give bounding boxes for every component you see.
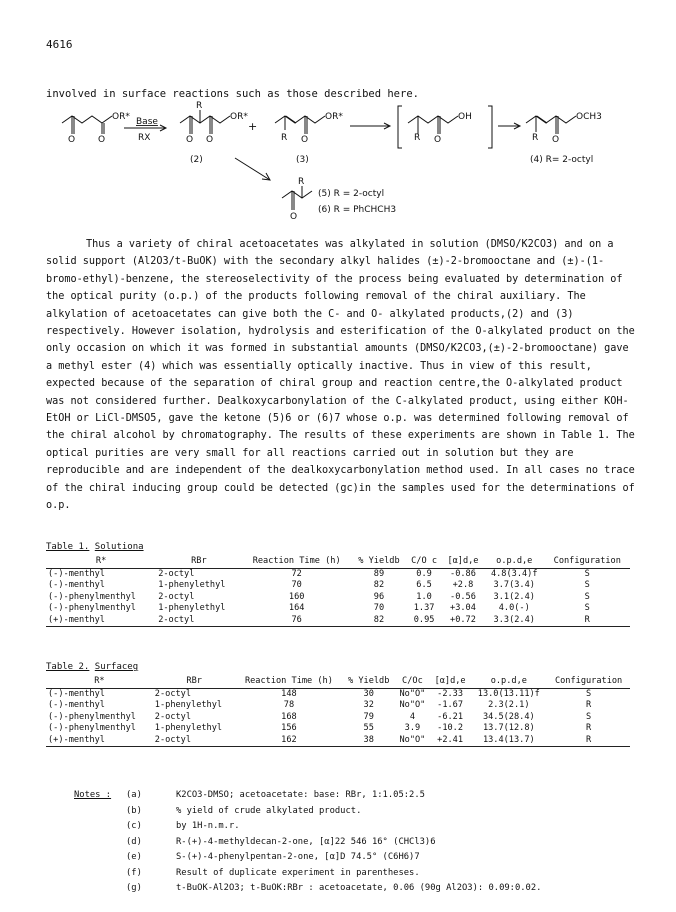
svg-text:R: R: [414, 133, 421, 143]
table-cell: S: [584, 591, 590, 602]
table-cell: 4.0(-): [498, 603, 530, 613]
scheme-base-label: Base: [136, 117, 158, 127]
note-text: Result of duplicate experiment in parentheses.: [176, 867, 420, 878]
svg-text:OR*: OR*: [112, 112, 130, 122]
table-cell: 148: [281, 688, 297, 699]
svg-text:R: R: [281, 133, 288, 143]
table-cell: 1.37: [413, 603, 435, 613]
table-cell: (+)-menthyl: [46, 615, 156, 627]
svg-text:R: R: [298, 177, 305, 187]
table-cell: 96: [373, 591, 385, 602]
svg-text:O: O: [290, 212, 298, 222]
table1-caption-title: Solutiona: [94, 542, 144, 552]
note-tag: (d): [126, 836, 142, 847]
table-cell: 76: [242, 615, 352, 627]
table-cell: 3.9: [404, 723, 421, 733]
table-cell: +3.04: [450, 603, 476, 613]
scheme-rx-label: RX: [138, 133, 151, 143]
table-cell: 2.3(2.1): [488, 700, 530, 710]
table-cell: 70: [291, 580, 302, 590]
table-cell: -0.56: [450, 591, 476, 602]
table-cell: 82: [352, 615, 406, 627]
table2-header: o.p.d,e: [470, 676, 547, 688]
table2-header: [α]d,e: [430, 676, 471, 688]
table-cell: S: [584, 603, 590, 613]
svg-text:OH: OH: [458, 112, 472, 122]
note-text: K2CO3-DMSO; acetoacetate: base: RBr, 1:1.05:2.5: [176, 790, 425, 800]
table-cell: 32: [363, 700, 374, 710]
table1: [46, 556, 630, 627]
table2-header: C/Oc: [395, 676, 430, 688]
table-cell: 1.0: [416, 591, 432, 602]
scheme-label-3: (3): [296, 155, 309, 165]
table1-header: R*: [46, 556, 156, 568]
table-cell: 162: [236, 735, 343, 747]
table-cell: 168: [281, 711, 297, 722]
table2-caption-title: Surfaceg: [94, 662, 139, 672]
table-cell: S: [586, 711, 592, 722]
paragraph-text: Thus a variety of chiral acetoacetates was alkylated in solution (DMSO/K2CO3) and on a solid support (Al2O3/t-BuOK) with the secondary alkyl halides (±)-2-bromooctane and (±)-(1-bromo-ethyl)-benzene, the stereoselectivity of the process being evaluated by determination of the optical purity (o.p.) of the products following removal of the chiral auxiliary. The alkylation of acetoacetates can give both the C- and O- alkylated products,(2) and (3) respectively. However isolation, hydrolysis and esterification of the O-alkylated product on the only occasion on which it was formed in substantial amounts (DMSO/K2CO3,(±)-2-bromooctane) gave a methyl ester (4) which was essentially optically inactive. Thus in view of this result, expected because of the separation of chiral group and reaction centre,the O-alkylated product was not considered further. Dealkoxycarbonylation of the C-alkylated product, using either KOH-EtOH or LiCl-DMSO5, gave the ketone (5)6 or (6)7 whose o.p. was determined following removal of the chiral alcohol by chromatography. The results of these experiments are shown in Table 1. The optical purities are very small for all reactions carried out in solution but they are reproducible and are independent of the dealkoxycarbonylation method used. In all cases no trace of the chiral inducing group could be detected (gc)in the samples used for the determinations of o.p.: [46, 239, 635, 512]
table1-header: o.p.d,e: [484, 556, 545, 568]
table-cell: -6.21: [437, 711, 464, 722]
table-cell: S: [584, 580, 590, 590]
table1-header: RBr: [156, 556, 241, 568]
table-row: [46, 615, 630, 627]
table2-header: RBr: [153, 676, 236, 688]
note-tag: (e): [126, 852, 142, 862]
note-tag: (c): [126, 821, 142, 831]
table-cell: -10.2: [437, 723, 464, 733]
table-cell: -1.67: [437, 700, 464, 710]
table2: [46, 676, 630, 747]
intro-line: involved in surface reactions such as those described here.: [46, 88, 419, 100]
svg-text:O: O: [68, 135, 76, 145]
table-row: [46, 603, 630, 615]
table-cell: R: [586, 723, 592, 733]
table1-header: % Yieldb: [352, 556, 406, 568]
table-cell: R: [547, 735, 630, 747]
table-cell: 13.7(12.8): [482, 723, 535, 733]
table-cell: R: [586, 700, 592, 710]
svg-text:O: O: [434, 135, 442, 145]
table-cell: (-)-phenylmenthyl: [48, 711, 136, 722]
table2-header: % Yieldb: [342, 676, 395, 688]
table-cell: (-)-menthyl: [48, 700, 105, 710]
note-tag: (a): [126, 790, 142, 800]
note-text: t-BuOK-Al2O3; t-BuOK:RBr : acetoacetate, 0.06 (90g Al2O3): 0.09:0.02.: [176, 883, 542, 893]
table-cell: 13.0(13.11)f: [477, 688, 540, 699]
scheme-label-5: (5) R = 2-octyl: [318, 189, 385, 199]
scheme-label-4: (4) R= 2-octyl: [530, 155, 594, 165]
table1-caption: [46, 542, 144, 552]
table-cell: -2.33: [437, 688, 464, 699]
note-text: S-(+)-4-phenylpentan-2-one, [α]D 74.5° (C6H6)7: [176, 852, 420, 862]
table-cell: 2-octyl: [154, 688, 192, 699]
table-cell: S: [586, 688, 592, 699]
table-cell: 6.5: [416, 580, 432, 590]
table-row: [46, 592, 630, 604]
table-cell: 1-phenylethyl: [158, 603, 226, 613]
table-cell: +2.8: [452, 580, 474, 590]
table2-caption: [46, 662, 138, 672]
table-cell: (-)-phenylmenthyl: [48, 591, 136, 602]
table-cell: (-)-menthyl: [48, 568, 105, 579]
table-cell: (-)-menthyl: [48, 580, 105, 590]
table-cell: +0.72: [442, 615, 484, 627]
table-row: [46, 580, 630, 592]
table-cell: 78: [283, 700, 295, 710]
table-cell: 4.8(3.4)f: [490, 568, 538, 579]
note-text: % yield of crude alkylated product.: [176, 805, 362, 816]
table-cell: 2-octyl: [154, 711, 192, 722]
table-row: [46, 712, 630, 724]
svg-text:O: O: [98, 135, 106, 145]
table-cell: 79: [363, 711, 374, 722]
svg-text:+: +: [248, 120, 258, 133]
table1-caption-label: Table 1.: [46, 542, 90, 552]
table1-header: Reaction Time (h): [242, 556, 352, 568]
notes-section: [74, 788, 541, 897]
table-row: [46, 723, 630, 735]
table-cell: 3.7(3.4): [493, 580, 535, 590]
scheme-label-2: (2): [190, 155, 203, 165]
table-row: [46, 568, 630, 580]
table-cell: 30: [363, 688, 374, 699]
svg-text:O: O: [301, 135, 309, 145]
svg-text:R: R: [196, 101, 203, 111]
note-tag: (f): [126, 867, 142, 878]
table-cell: 55: [363, 723, 374, 733]
table-cell: 38: [342, 735, 395, 747]
table-cell: 0.9: [416, 568, 432, 579]
table-cell: (-)-phenylmenthyl: [48, 603, 136, 613]
table-cell: No"O": [395, 735, 430, 747]
table-cell: 1-phenylethyl: [154, 723, 223, 733]
table-cell: 1-phenylethyl: [154, 700, 223, 710]
svg-text:O: O: [186, 135, 194, 145]
table-cell: 2-octyl: [156, 615, 241, 627]
svg-text:R: R: [532, 133, 539, 143]
svg-text:OR*: OR*: [230, 112, 248, 122]
table-cell: 164: [288, 603, 305, 613]
table-cell: R: [545, 615, 630, 627]
reaction-scheme: [60, 98, 620, 228]
svg-text:O: O: [552, 135, 560, 145]
table-row: [46, 735, 630, 747]
table-cell: -0.86: [450, 568, 476, 579]
svg-text:O: O: [206, 135, 214, 145]
table-cell: 4: [409, 711, 415, 722]
table-row: [46, 688, 630, 700]
table-cell: 70: [373, 603, 385, 613]
svg-text:OCH3: OCH3: [576, 112, 602, 122]
note-tag: (b): [126, 805, 142, 816]
page-number: 4616: [46, 38, 73, 51]
table1-header: Configuration: [545, 556, 630, 568]
table-cell: (+)-menthyl: [46, 735, 153, 747]
table-cell: 1-phenylethyl: [158, 580, 226, 590]
note-text: by 1H-n.m.r.: [176, 821, 240, 831]
table-cell: 72: [291, 568, 302, 579]
table-cell: S: [584, 568, 590, 579]
table-cell: 3.3(2.4): [484, 615, 545, 627]
scheme-label-6: (6) R = PhCHCH3: [318, 205, 397, 215]
table2-header: Configuration: [547, 676, 630, 688]
table-cell: 34.5(28.4): [482, 711, 535, 722]
svg-text:OR*: OR*: [325, 112, 343, 122]
table2-caption-label: Table 2.: [46, 662, 90, 672]
table-cell: (-)-phenylmenthyl: [48, 723, 136, 733]
table-cell: 2-octyl: [158, 568, 195, 579]
table-cell: 89: [373, 568, 385, 579]
table-cell: No"O": [399, 700, 426, 710]
table-cell: (-)-menthyl: [48, 688, 105, 699]
table-cell: 156: [281, 723, 297, 733]
table-cell: 160: [288, 591, 305, 602]
note-tag: (g): [126, 883, 142, 893]
table-cell: No"O": [399, 688, 426, 699]
table1-header: [α]d,e: [442, 556, 484, 568]
table-cell: 0.95: [406, 615, 442, 627]
table-cell: 3.1(2.4): [493, 591, 535, 602]
table-cell: +2.41: [430, 735, 471, 747]
table-cell: 13.4(13.7): [470, 735, 547, 747]
table2-header: R*: [46, 676, 153, 688]
body-paragraph: [46, 236, 636, 515]
table2-header: Reaction Time (h): [236, 676, 343, 688]
table1-header: C/O c: [406, 556, 442, 568]
table-cell: 2-octyl: [153, 735, 236, 747]
table-row: [46, 700, 630, 712]
table-cell: 82: [373, 580, 385, 590]
table-cell: 2-octyl: [158, 591, 195, 602]
notes-title: Notes :: [74, 790, 112, 800]
note-text: R-(+)-4-methyldecan-2-one, [α]22 546 16° (CHCl3)6: [176, 836, 436, 847]
